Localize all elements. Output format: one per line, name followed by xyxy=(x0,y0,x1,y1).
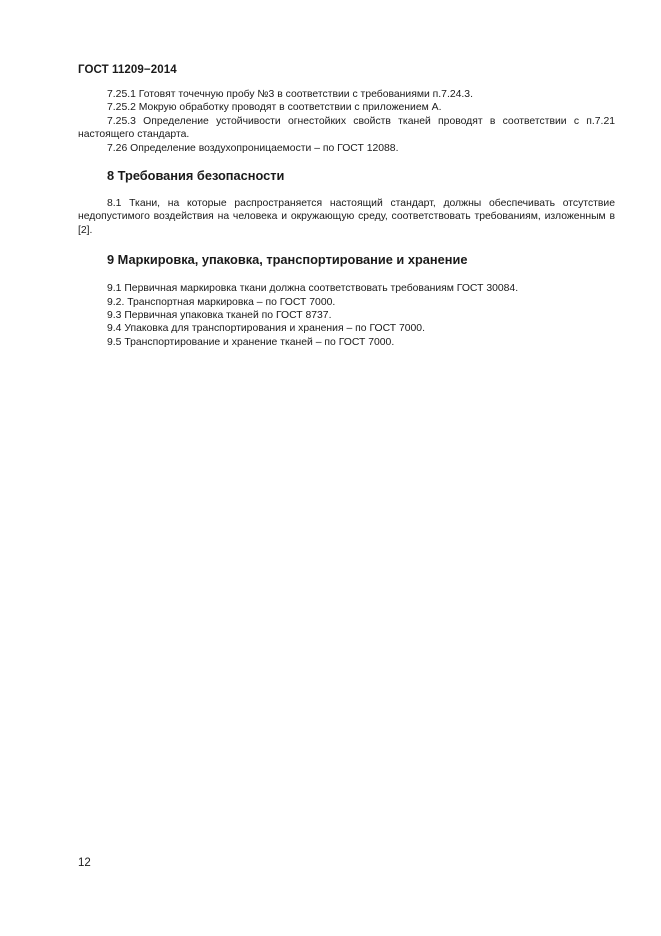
clause-9-1: 9.1 Первичная маркировка ткани должна соответствовать требованиям ГОСТ 30084. xyxy=(107,283,519,295)
clause-7-25-2: 7.25.2 Мокрую обработку проводят в соответствии с приложением А. xyxy=(107,102,442,114)
clause-7-25-1: 7.25.1 Готовят точечную пробу №3 в соответствии с требованиями п.7.24.3. xyxy=(107,89,473,100)
section-8-heading: 8 Требования безопасности xyxy=(107,168,285,184)
clause-9-4: 9.4 Упаковка для транспортирования и хранения – по ГОСТ 7000. xyxy=(107,323,425,335)
document-body xyxy=(78,88,615,349)
clause-9-2: 9.2. Транспортная маркировка – по ГОСТ 7000. xyxy=(107,296,336,308)
clause-8-1: 8.1 Ткани, на которые распространяется настоящий стандарт, должны обеспечивать отсутствие недопустимого воздействия на человека и окружающую среду, соответствовать требованиям, изложенным в [2]. xyxy=(78,198,615,236)
clause-7-26: 7.26 Определение воздухопроницаемости – по ГОСТ 12088. xyxy=(107,142,399,154)
page-number: 12 xyxy=(78,857,91,869)
section-9-heading: 9 Маркировка, упаковка, транспортирование и хранение xyxy=(107,252,468,268)
clause-9-5: 9.5 Транспортирование и хранение тканей – по ГОСТ 7000. xyxy=(107,336,395,348)
clause-9-3: 9.3 Первичная упаковка тканей по ГОСТ 8737. xyxy=(107,310,332,322)
clause-7-25-3: 7.25.3 Определение устойчивости огнестойких свойств тканей проводят в соответствии с п.7.21 настоящего стандарта. xyxy=(78,115,615,141)
document-code-header: ГОСТ 11209−2014 xyxy=(78,64,177,76)
